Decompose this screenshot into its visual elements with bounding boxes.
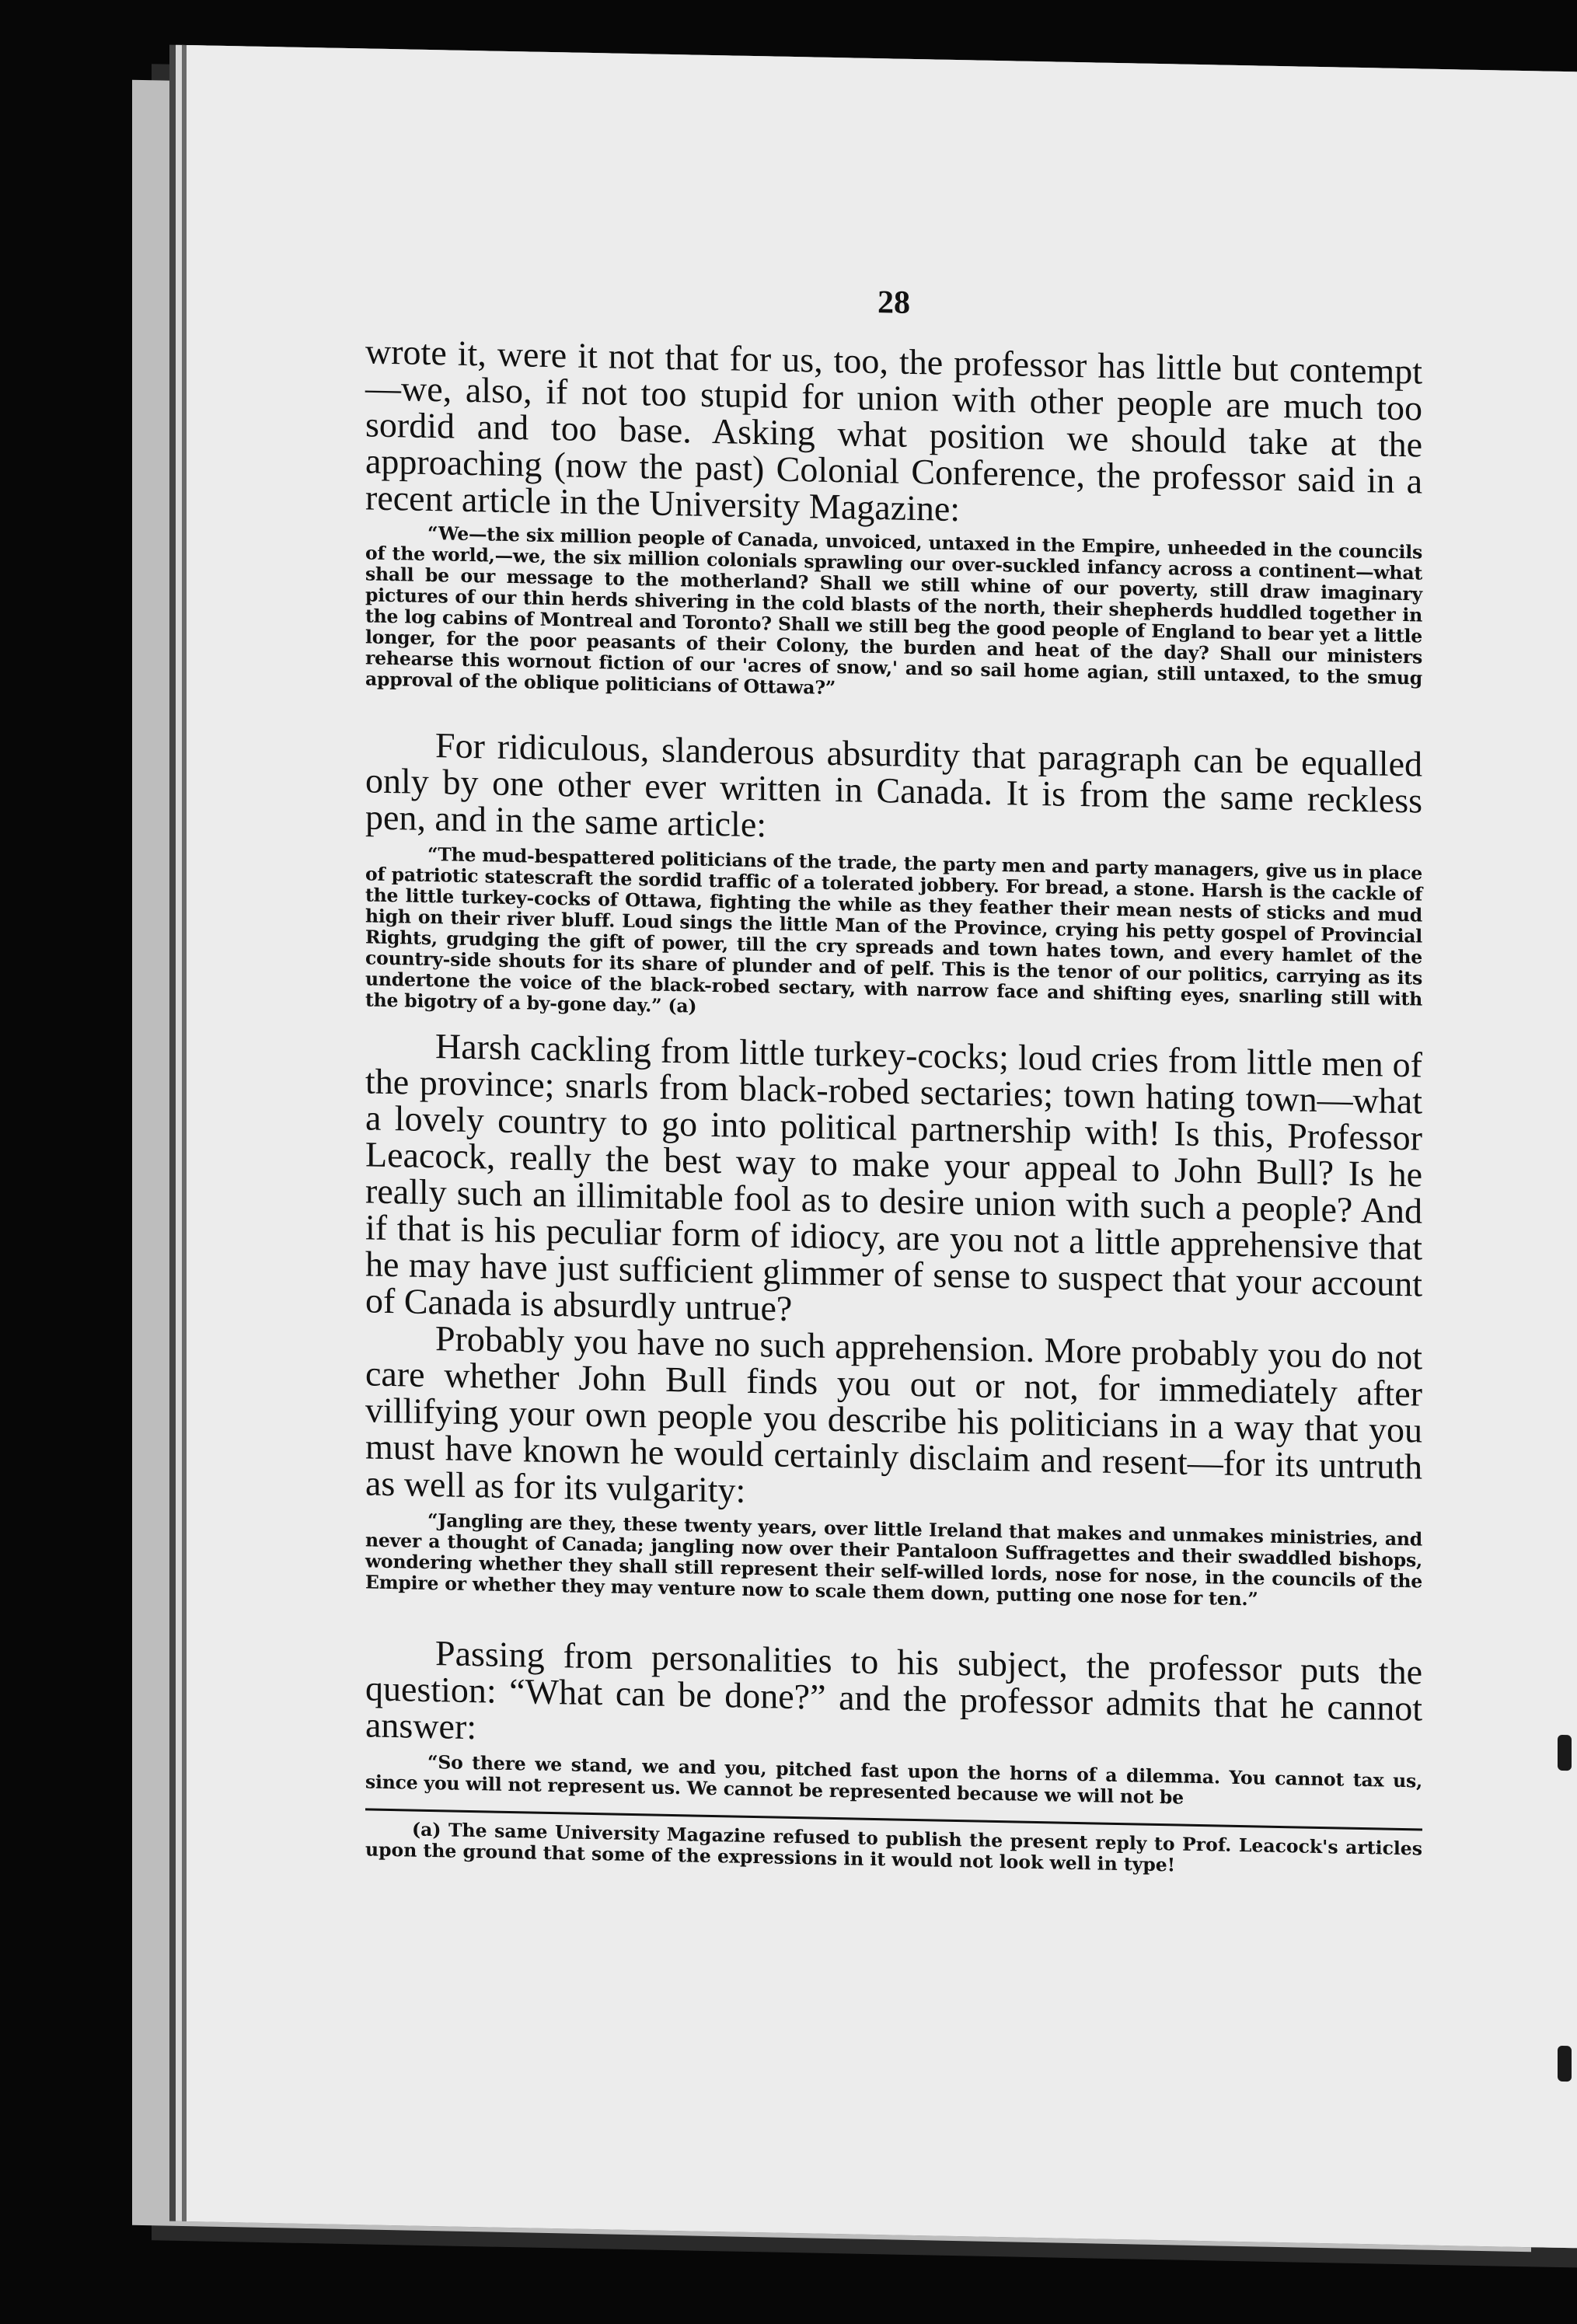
paragraph-harsh-cackling: Harsh cackling from little turkey-cocks; loud cries from little men of the province; snarls from black-robed sectaries; town hating town—what a lovely country to go into political partnership with! Is this, Professor Leacock, really the best way to make your appeal to John Bull? Is he really such an illimitable fool as to desire union with such a people? And if that is his peculiar form of idiocy, are you not a little apprehensive that he may have just sufficient glimmer of sense to suspect that your account of Canada is absurdly untrue? <box>365 1026 1422 1328</box>
binder-clip-mark <box>1558 2046 1572 2081</box>
quote-mud-bespattered: “The mud-bespattered politicians of the trade, the party men and party managers, give us in place of patriotic statescraft the sordid traffic of a tolerated jobbery. For bread, a stone. Harsh is the cackle of the little turkey-cocks of Ottawa, fighting the while as they feather their mean nests of sticks and mud high on their river bluff. Loud sings the little Man of the Province, crying his petty gospel of Provincial Rights, grudging the gift of power, till the cry spreads and town hates town, and every hamlet of the country-side shouts for its share of plunder and of pelf. This is the tenor of our politics, carrying as its undertone the voice of the black-robed sectary, with narrow face and shifting eyes, snarling still with the bigotry of a by-gone day.” (a) <box>365 843 1422 1017</box>
page-number: 28 <box>877 284 910 321</box>
paragraph-ridiculous: For ridiculous, slanderous absurdity that paragraph can be equalled only by one other ever written in Canada. It is from the same reckless pen, and in the same article: <box>365 725 1422 845</box>
footnote-a: (a) The same University Magazine refused to publish the present reply to Prof. Leacock's articles upon the ground that some of the expressions in it would not look well in type! <box>365 1818 1422 1876</box>
quote-dilemma: “So there we stand, we and you, pitched fast upon the horns of a dilemma. You cannot tax us, since you will not represent us. We cannot be represented because we will not be <box>365 1750 1422 1809</box>
quote-six-million: “We—the six million people of Canada, unvoiced, untaxed in the Empire, unheeded in the councils of the world,—we, the six million colonials sprawling our over-suckled infancy across a continent—what shall be our message to the motherland? Shall we still whine of our poverty, still draw imaginary pictures of our thin herds shivering in the cold blasts of the north, their shepherds huddled together in the log cabins of Montreal and Toronto? Shall we still beg the good people of England to bear yet a little longer, for the poor peasants of their Colony, the burden and heat of the day? Shall our ministers rehearse this wornout fiction of our 'acres of snow,' and so sail home agian, still untaxed, to the smug approval of the oblique politicians of Ottawa?” <box>365 522 1422 700</box>
book-page <box>187 45 1577 2249</box>
paragraph-wrote-it: wrote it, were it not that for us, too, the professor has little but contempt—we, also, if not too stupid for union with other people are much too sordid and too base. Asking what position we should take at the approaching (now the past) Colonial Conference, the professor said in a recent article in the University Magazine: <box>365 331 1422 529</box>
paragraph-passing: Passing from personalities to his subject, the professor puts the question: “What can be done?” and the professor admits that he cannot answer: <box>365 1633 1422 1747</box>
paragraph-probably: Probably you have no such apprehension. More probably you do not care whether John Bull finds you out or not, for immediately after villifying your own people you describe his politicians in a way that you must have known he would certainly disclaim and resent—for its untruth as well as for its vulgarity: <box>365 1318 1422 1510</box>
binder-clip-mark <box>1558 1735 1572 1771</box>
page-text-block <box>365 274 1422 1880</box>
quote-jangling: “Jangling are they, these twenty years, over little Ireland that makes and unmakes ministries, and never a thought of Canada; jangling now over their Pantaloon Suffragettes and their swaddled bishops, wondering whether they shall still represent their self-willed lords, nose for nose, in the councils of the Empire or whether they may venture now to scale them down, putting one nose for ten.” <box>365 1509 1422 1610</box>
